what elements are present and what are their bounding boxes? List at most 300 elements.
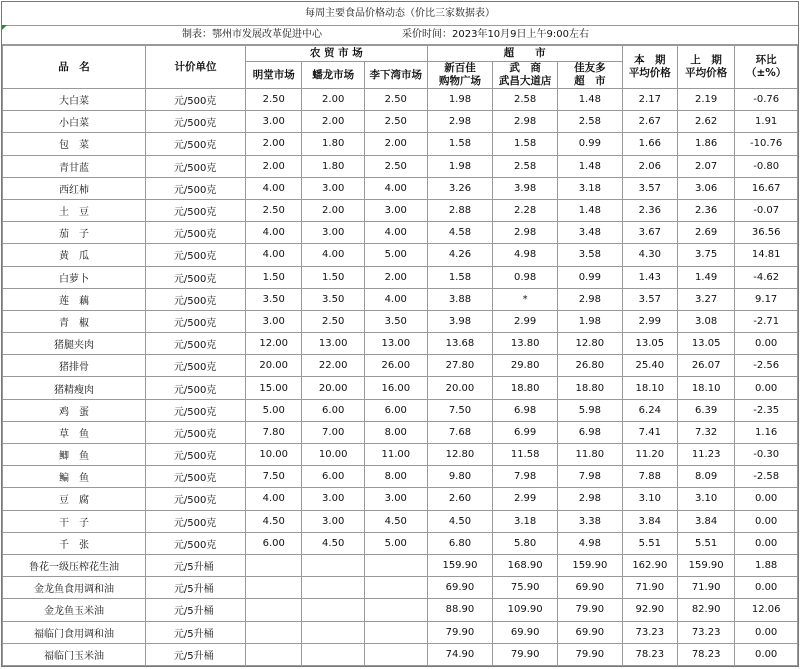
price-cell: 3.67 (622, 222, 677, 244)
price-cell: 2.98 (557, 488, 622, 510)
item-unit: 元/500克 (145, 333, 245, 355)
price-cell (246, 643, 302, 665)
price-cell (364, 599, 427, 621)
price-cell: 69.90 (557, 577, 622, 599)
header-store-panlong: 蟠龙市场 (302, 62, 365, 89)
item-unit: 元/500克 (145, 399, 245, 421)
price-cell: 69.90 (493, 621, 558, 643)
price-cell: 5.00 (246, 399, 302, 421)
item-name: 包 菜 (3, 133, 146, 155)
price-cell: 7.41 (622, 421, 677, 443)
price-cell: 12.06 (735, 599, 798, 621)
price-cell: 1.43 (622, 266, 677, 288)
item-unit: 元/5升桶 (145, 621, 245, 643)
price-cell: 22.00 (302, 355, 365, 377)
price-cell: 2.50 (364, 89, 427, 111)
table-row (3, 554, 798, 576)
price-cell: 8.00 (364, 466, 427, 488)
price-cell: 18.10 (622, 377, 677, 399)
header-current-avg: 本 期 平均价格 (622, 46, 677, 89)
price-cell: 11.23 (677, 444, 734, 466)
collect-time-label: 采价时间：2023年10月9日上午9:00左右 (402, 29, 589, 40)
table-row (3, 532, 798, 554)
item-name: 白萝卜 (3, 266, 146, 288)
price-cell: -0.80 (735, 155, 798, 177)
price-cell: 2.58 (557, 111, 622, 133)
price-cell: 0.99 (557, 133, 622, 155)
price-cell: 2.00 (302, 111, 365, 133)
price-cell: 73.23 (677, 621, 734, 643)
price-cell: 3.50 (302, 288, 365, 310)
price-cell: 3.48 (557, 222, 622, 244)
price-cell: 9.80 (427, 466, 493, 488)
price-cell: 2.00 (302, 199, 365, 221)
price-cell: 69.90 (427, 577, 493, 599)
price-cell: 3.10 (622, 488, 677, 510)
price-cell: 11.80 (557, 444, 622, 466)
price-cell: 26.07 (677, 355, 734, 377)
price-cell (246, 577, 302, 599)
price-cell: 11.20 (622, 444, 677, 466)
price-cell: 1.49 (677, 266, 734, 288)
item-unit: 元/500克 (145, 288, 245, 310)
price-cell: 7.98 (493, 466, 558, 488)
price-cell: 2.00 (364, 266, 427, 288)
price-cell: 4.58 (427, 222, 493, 244)
price-cell: 3.00 (246, 111, 302, 133)
price-cell: 1.98 (427, 155, 493, 177)
price-cell: 0.00 (735, 621, 798, 643)
table-row (3, 421, 798, 443)
item-unit: 元/5升桶 (145, 554, 245, 576)
price-cell: 2.19 (677, 89, 734, 111)
price-cell: 13.05 (622, 333, 677, 355)
item-name: 福临门玉米油 (3, 643, 146, 665)
item-unit: 元/500克 (145, 244, 245, 266)
price-cell: 6.98 (557, 421, 622, 443)
price-cell: 6.00 (302, 399, 365, 421)
price-cell: 2.58 (493, 155, 558, 177)
price-cell: 71.90 (677, 577, 734, 599)
price-cell: 18.80 (557, 377, 622, 399)
price-cell: 168.90 (493, 554, 558, 576)
price-cell: 2.00 (364, 133, 427, 155)
item-name: 青甘蓝 (3, 155, 146, 177)
price-cell: 3.18 (493, 510, 558, 532)
price-cell: 0.00 (735, 488, 798, 510)
price-cell: * (493, 288, 558, 310)
price-cell: 4.50 (246, 510, 302, 532)
price-cell: 3.10 (677, 488, 734, 510)
price-cell: -4.62 (735, 266, 798, 288)
price-cell (246, 599, 302, 621)
price-cell: 12.80 (427, 444, 493, 466)
price-cell: 2.50 (246, 89, 302, 111)
price-sheet (1, 1, 799, 667)
price-cell: 2.00 (302, 89, 365, 111)
item-name: 小白菜 (3, 111, 146, 133)
price-cell: 12.00 (246, 333, 302, 355)
price-cell: 4.30 (622, 244, 677, 266)
item-name: 鸡 蛋 (3, 399, 146, 421)
item-unit: 元/500克 (145, 89, 245, 111)
item-unit: 元/500克 (145, 111, 245, 133)
price-cell: 82.90 (677, 599, 734, 621)
price-cell: 1.80 (302, 155, 365, 177)
item-unit: 元/500克 (145, 266, 245, 288)
price-cell: 7.50 (246, 466, 302, 488)
price-cell: 3.18 (557, 177, 622, 199)
price-cell: 2.36 (677, 199, 734, 221)
item-name: 鲁花一级压榨花生油 (3, 554, 146, 576)
price-cell: -10.76 (735, 133, 798, 155)
price-cell: 0.00 (735, 577, 798, 599)
price-cell: 6.39 (677, 399, 734, 421)
item-name: 福临门食用调和油 (3, 621, 146, 643)
price-cell: 20.00 (427, 377, 493, 399)
price-cell: 1.98 (557, 310, 622, 332)
item-unit: 元/500克 (145, 532, 245, 554)
price-cell: 159.90 (557, 554, 622, 576)
item-name: 青 椒 (3, 310, 146, 332)
price-cell: 3.84 (677, 510, 734, 532)
item-name: 鲫 鱼 (3, 444, 146, 466)
price-cell: 16.00 (364, 377, 427, 399)
price-cell: 6.00 (364, 399, 427, 421)
price-cell: 4.00 (246, 177, 302, 199)
price-cell: 162.90 (622, 554, 677, 576)
item-name: 莲 藕 (3, 288, 146, 310)
price-cell: 159.90 (427, 554, 493, 576)
price-cell: 4.00 (246, 488, 302, 510)
price-cell (364, 643, 427, 665)
price-cell: 2.99 (493, 488, 558, 510)
header-name: 品 名 (3, 46, 146, 89)
price-cell: 3.06 (677, 177, 734, 199)
price-cell: -2.56 (735, 355, 798, 377)
cell-comment-marker (2, 25, 7, 30)
table-row (3, 133, 798, 155)
price-cell: 79.90 (557, 643, 622, 665)
price-cell (364, 554, 427, 576)
price-cell: 2.88 (427, 199, 493, 221)
price-cell: 73.23 (622, 621, 677, 643)
table-row (3, 377, 798, 399)
header-store-wushang: 武 商 武昌大道店 (493, 62, 558, 89)
item-unit: 元/500克 (145, 133, 245, 155)
price-cell: 4.98 (557, 532, 622, 554)
price-cell: 6.99 (493, 421, 558, 443)
price-cell: 4.00 (364, 288, 427, 310)
item-name: 茄 子 (3, 222, 146, 244)
meta-row (2, 26, 798, 45)
table-row (3, 643, 798, 665)
price-cell: 7.50 (427, 399, 493, 421)
price-cell: 7.00 (302, 421, 365, 443)
price-cell: 25.40 (622, 355, 677, 377)
table-row (3, 510, 798, 532)
price-cell: 75.90 (493, 577, 558, 599)
item-name: 千 张 (3, 532, 146, 554)
item-unit: 元/5升桶 (145, 643, 245, 665)
price-cell: 4.50 (427, 510, 493, 532)
price-cell: 2.62 (677, 111, 734, 133)
price-cell (246, 621, 302, 643)
price-cell (246, 554, 302, 576)
price-cell (364, 621, 427, 643)
item-name: 土 豆 (3, 199, 146, 221)
item-name: 大白菜 (3, 89, 146, 111)
price-cell: 2.50 (364, 111, 427, 133)
price-cell: 2.07 (677, 155, 734, 177)
price-cell (364, 577, 427, 599)
price-cell: 3.26 (427, 177, 493, 199)
price-cell: 6.98 (493, 399, 558, 421)
price-cell: 3.84 (622, 510, 677, 532)
price-cell: 3.98 (493, 177, 558, 199)
price-cell: 88.90 (427, 599, 493, 621)
price-cell: 79.90 (427, 621, 493, 643)
price-cell: 6.24 (622, 399, 677, 421)
table-row (3, 466, 798, 488)
item-unit: 元/500克 (145, 177, 245, 199)
price-rows (3, 89, 798, 666)
table-row (3, 333, 798, 355)
price-cell: 27.80 (427, 355, 493, 377)
price-cell: 0.00 (735, 510, 798, 532)
price-cell: 12.80 (557, 333, 622, 355)
price-cell: 4.00 (364, 222, 427, 244)
price-cell: 18.80 (493, 377, 558, 399)
item-name: 草 鱼 (3, 421, 146, 443)
table-row (3, 155, 798, 177)
price-cell: 7.80 (246, 421, 302, 443)
header-row-group (3, 46, 798, 62)
price-cell: 4.26 (427, 244, 493, 266)
price-cell (302, 643, 365, 665)
price-cell: 3.75 (677, 244, 734, 266)
item-name: 猪腿夹肉 (3, 333, 146, 355)
header-previous-avg: 上 期 平均价格 (677, 46, 734, 89)
table-row (3, 222, 798, 244)
price-cell: 7.98 (557, 466, 622, 488)
price-cell: 18.10 (677, 377, 734, 399)
price-cell: 2.17 (622, 89, 677, 111)
price-cell: 5.51 (622, 532, 677, 554)
price-cell: -2.35 (735, 399, 798, 421)
price-cell: 3.27 (677, 288, 734, 310)
item-unit: 元/500克 (145, 377, 245, 399)
price-cell: 1.91 (735, 111, 798, 133)
price-cell: 2.98 (427, 111, 493, 133)
table-row (3, 89, 798, 111)
price-cell: 14.81 (735, 244, 798, 266)
price-cell: 11.58 (493, 444, 558, 466)
price-cell: 4.00 (246, 244, 302, 266)
price-cell: 3.00 (302, 222, 365, 244)
table-row (3, 244, 798, 266)
table-row (3, 599, 798, 621)
header-store-mingtang: 明堂市场 (246, 62, 302, 89)
header-store-jiayouduo: 佳友多 超 市 (557, 62, 622, 89)
price-cell: 4.50 (302, 532, 365, 554)
price-cell: 15.00 (246, 377, 302, 399)
price-cell: 1.66 (622, 133, 677, 155)
item-name: 鳊 鱼 (3, 466, 146, 488)
price-cell: 79.90 (557, 599, 622, 621)
item-unit: 元/500克 (145, 488, 245, 510)
price-cell: 29.80 (493, 355, 558, 377)
price-cell: 3.50 (364, 310, 427, 332)
price-cell: 13.05 (677, 333, 734, 355)
price-cell: 109.90 (493, 599, 558, 621)
item-name: 西红柿 (3, 177, 146, 199)
table-row (3, 177, 798, 199)
price-cell: 6.00 (302, 466, 365, 488)
item-unit: 元/500克 (145, 444, 245, 466)
price-cell: 1.58 (427, 266, 493, 288)
item-unit: 元/500克 (145, 355, 245, 377)
price-cell: 71.90 (622, 577, 677, 599)
price-cell: 1.58 (493, 133, 558, 155)
item-name: 干 子 (3, 510, 146, 532)
price-cell: 20.00 (246, 355, 302, 377)
price-cell: 79.90 (493, 643, 558, 665)
price-cell: 26.00 (364, 355, 427, 377)
price-cell: 1.50 (246, 266, 302, 288)
price-cell: 6.00 (246, 532, 302, 554)
price-cell: 3.57 (622, 177, 677, 199)
header-store-xinbaijia: 新百佳 购物广场 (427, 62, 493, 89)
price-cell: 3.00 (246, 310, 302, 332)
price-cell: 2.28 (493, 199, 558, 221)
price-cell: 2.99 (493, 310, 558, 332)
price-cell: 1.48 (557, 89, 622, 111)
header-unit: 计价单位 (145, 46, 245, 89)
price-cell: -2.58 (735, 466, 798, 488)
price-cell: 9.17 (735, 288, 798, 310)
price-cell: 13.00 (364, 333, 427, 355)
price-cell (302, 599, 365, 621)
price-cell (302, 554, 365, 576)
price-cell: 2.00 (246, 133, 302, 155)
price-cell: 2.06 (622, 155, 677, 177)
price-cell: 2.58 (493, 89, 558, 111)
price-cell: 2.00 (246, 155, 302, 177)
price-cell: 1.86 (677, 133, 734, 155)
table-row (3, 621, 798, 643)
table-row (3, 355, 798, 377)
header-supermarkets: 超 市 (427, 46, 622, 62)
price-cell: 1.48 (557, 155, 622, 177)
price-cell: 0.99 (557, 266, 622, 288)
price-cell: 5.98 (557, 399, 622, 421)
price-cell: 3.08 (677, 310, 734, 332)
price-cell: 3.00 (364, 199, 427, 221)
price-cell: 4.50 (364, 510, 427, 532)
maker-label: 制表：鄂州市发展改革促进中心 (182, 29, 322, 40)
price-cell: 10.00 (302, 444, 365, 466)
item-unit: 元/500克 (145, 155, 245, 177)
item-unit: 元/5升桶 (145, 577, 245, 599)
price-cell: 159.90 (677, 554, 734, 576)
price-cell: 3.58 (557, 244, 622, 266)
item-name: 金龙鱼玉米油 (3, 599, 146, 621)
price-cell: 7.68 (427, 421, 493, 443)
price-cell: -2.71 (735, 310, 798, 332)
price-cell: 0.00 (735, 643, 798, 665)
table-row (3, 399, 798, 421)
price-cell: 5.51 (677, 532, 734, 554)
price-cell: 1.80 (302, 133, 365, 155)
item-name: 猪排骨 (3, 355, 146, 377)
price-cell: -0.07 (735, 199, 798, 221)
price-cell: 10.00 (246, 444, 302, 466)
price-cell: 4.00 (246, 222, 302, 244)
header-store-lixiawan: 李下湾市场 (364, 62, 427, 89)
price-cell: 0.98 (493, 266, 558, 288)
item-name: 豆 腐 (3, 488, 146, 510)
table-row (3, 577, 798, 599)
item-unit: 元/500克 (145, 510, 245, 532)
price-cell: 2.60 (427, 488, 493, 510)
price-cell: 1.58 (427, 133, 493, 155)
price-cell: 2.36 (622, 199, 677, 221)
price-cell: 2.98 (493, 222, 558, 244)
price-cell: 1.48 (557, 199, 622, 221)
price-cell: 5.00 (364, 532, 427, 554)
price-cell: 2.98 (493, 111, 558, 133)
item-unit: 元/500克 (145, 310, 245, 332)
price-cell: -0.76 (735, 89, 798, 111)
price-cell: 3.57 (622, 288, 677, 310)
item-unit: 元/500克 (145, 222, 245, 244)
price-cell (302, 577, 365, 599)
price-cell: 4.98 (493, 244, 558, 266)
price-cell: 1.16 (735, 421, 798, 443)
price-cell: 6.80 (427, 532, 493, 554)
price-cell: 74.90 (427, 643, 493, 665)
price-cell: 2.50 (302, 310, 365, 332)
price-cell: 7.88 (622, 466, 677, 488)
price-cell: 26.80 (557, 355, 622, 377)
price-cell: 92.90 (622, 599, 677, 621)
price-cell: -0.30 (735, 444, 798, 466)
price-cell: 13.68 (427, 333, 493, 355)
price-cell: 11.00 (364, 444, 427, 466)
price-cell: 13.80 (493, 333, 558, 355)
price-cell: 78.23 (622, 643, 677, 665)
price-cell: 1.50 (302, 266, 365, 288)
price-cell: 36.56 (735, 222, 798, 244)
price-cell: 78.23 (677, 643, 734, 665)
price-cell: 13.00 (302, 333, 365, 355)
price-cell: 2.67 (622, 111, 677, 133)
price-cell (302, 621, 365, 643)
price-cell: 3.00 (364, 488, 427, 510)
price-cell: 1.88 (735, 554, 798, 576)
table-row (3, 199, 798, 221)
price-cell: 16.67 (735, 177, 798, 199)
price-cell: 8.00 (364, 421, 427, 443)
table-row (3, 488, 798, 510)
price-cell: 2.69 (677, 222, 734, 244)
item-name: 金龙鱼食用调和油 (3, 577, 146, 599)
price-cell: 2.50 (246, 199, 302, 221)
table-row (3, 288, 798, 310)
price-cell: 5.00 (364, 244, 427, 266)
item-name: 猪精瘦肉 (3, 377, 146, 399)
